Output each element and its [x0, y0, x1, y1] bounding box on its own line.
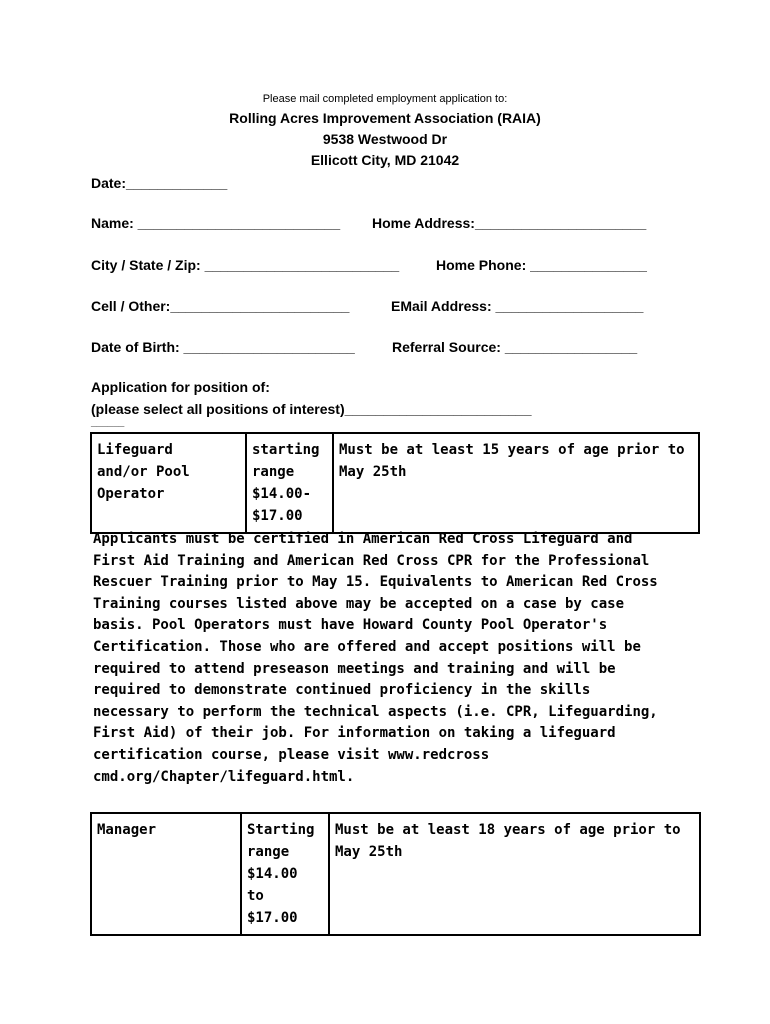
position-cell: Manager	[91, 813, 241, 935]
email-field[interactable]: EMail Address: ___________________	[391, 298, 644, 314]
cell-other-field[interactable]: Cell / Other:_______________________	[91, 298, 350, 314]
organization-name: Rolling Acres Improvement Association (RAIA)	[229, 110, 541, 126]
date-of-birth-field[interactable]: Date of Birth: ______________________	[91, 339, 355, 355]
date-field[interactable]: Date:_____________	[91, 175, 228, 191]
certification-requirements: Applicants must be certified in American Red Cross Lifeguard and First Aid Training and American Red Cross CPR for the Professional Rescuer Training prior to May 15. Equivalents to American Red Cross Training courses listed above may be accepted on a case by case basis. Pool Operators must have Howard County Pool Operator's Certification. Those who are offered and accept positions will be required to attend preseason meetings and training and will be required to demonstrate continued proficiency in the skills necessary to perform the technical aspects (i.e. CPR, Lifeguarding, First Aid) of their job. For information on taking a lifeguard certification course, please visit www.redcross cmd.org/Chapter/lifeguard.html.	[93, 531, 658, 785]
table-row	[91, 433, 699, 533]
name-field[interactable]: Name: __________________________	[91, 215, 341, 231]
pay-cell: starting range $14.00- $17.00	[246, 433, 333, 533]
position-cell: Lifeguard and/or Pool Operator	[91, 433, 246, 533]
requirement-cell: Must be at least 18 years of age prior to May 25th	[329, 813, 700, 935]
home-phone-field[interactable]: Home Phone: _______________	[436, 257, 647, 273]
home-address-field[interactable]: Home Address:______________________	[372, 215, 647, 231]
pay-cell: Starting range $14.00 to $17.00	[241, 813, 329, 935]
position-select-field[interactable]: (please select all positions of interest)________________________	[91, 401, 532, 417]
organization-street: 9538 Westwood Dr	[322, 131, 448, 147]
manager-position-table	[90, 812, 701, 936]
lifeguard-position-table	[90, 432, 700, 534]
position-label: Application for position of:	[91, 379, 270, 395]
table-row	[91, 813, 700, 935]
requirement-cell: Must be at least 15 years of age prior to May 25th	[333, 433, 699, 533]
position-select-field-cont[interactable]: ______	[91, 417, 125, 428]
organization-city: Ellicott City, MD 21042	[310, 152, 460, 168]
mail-instruction: Please mail completed employment application to:	[262, 93, 508, 105]
city-state-zip-field[interactable]: City / State / Zip: _________________________	[91, 257, 400, 273]
referral-source-field[interactable]: Referral Source: _________________	[392, 339, 638, 355]
